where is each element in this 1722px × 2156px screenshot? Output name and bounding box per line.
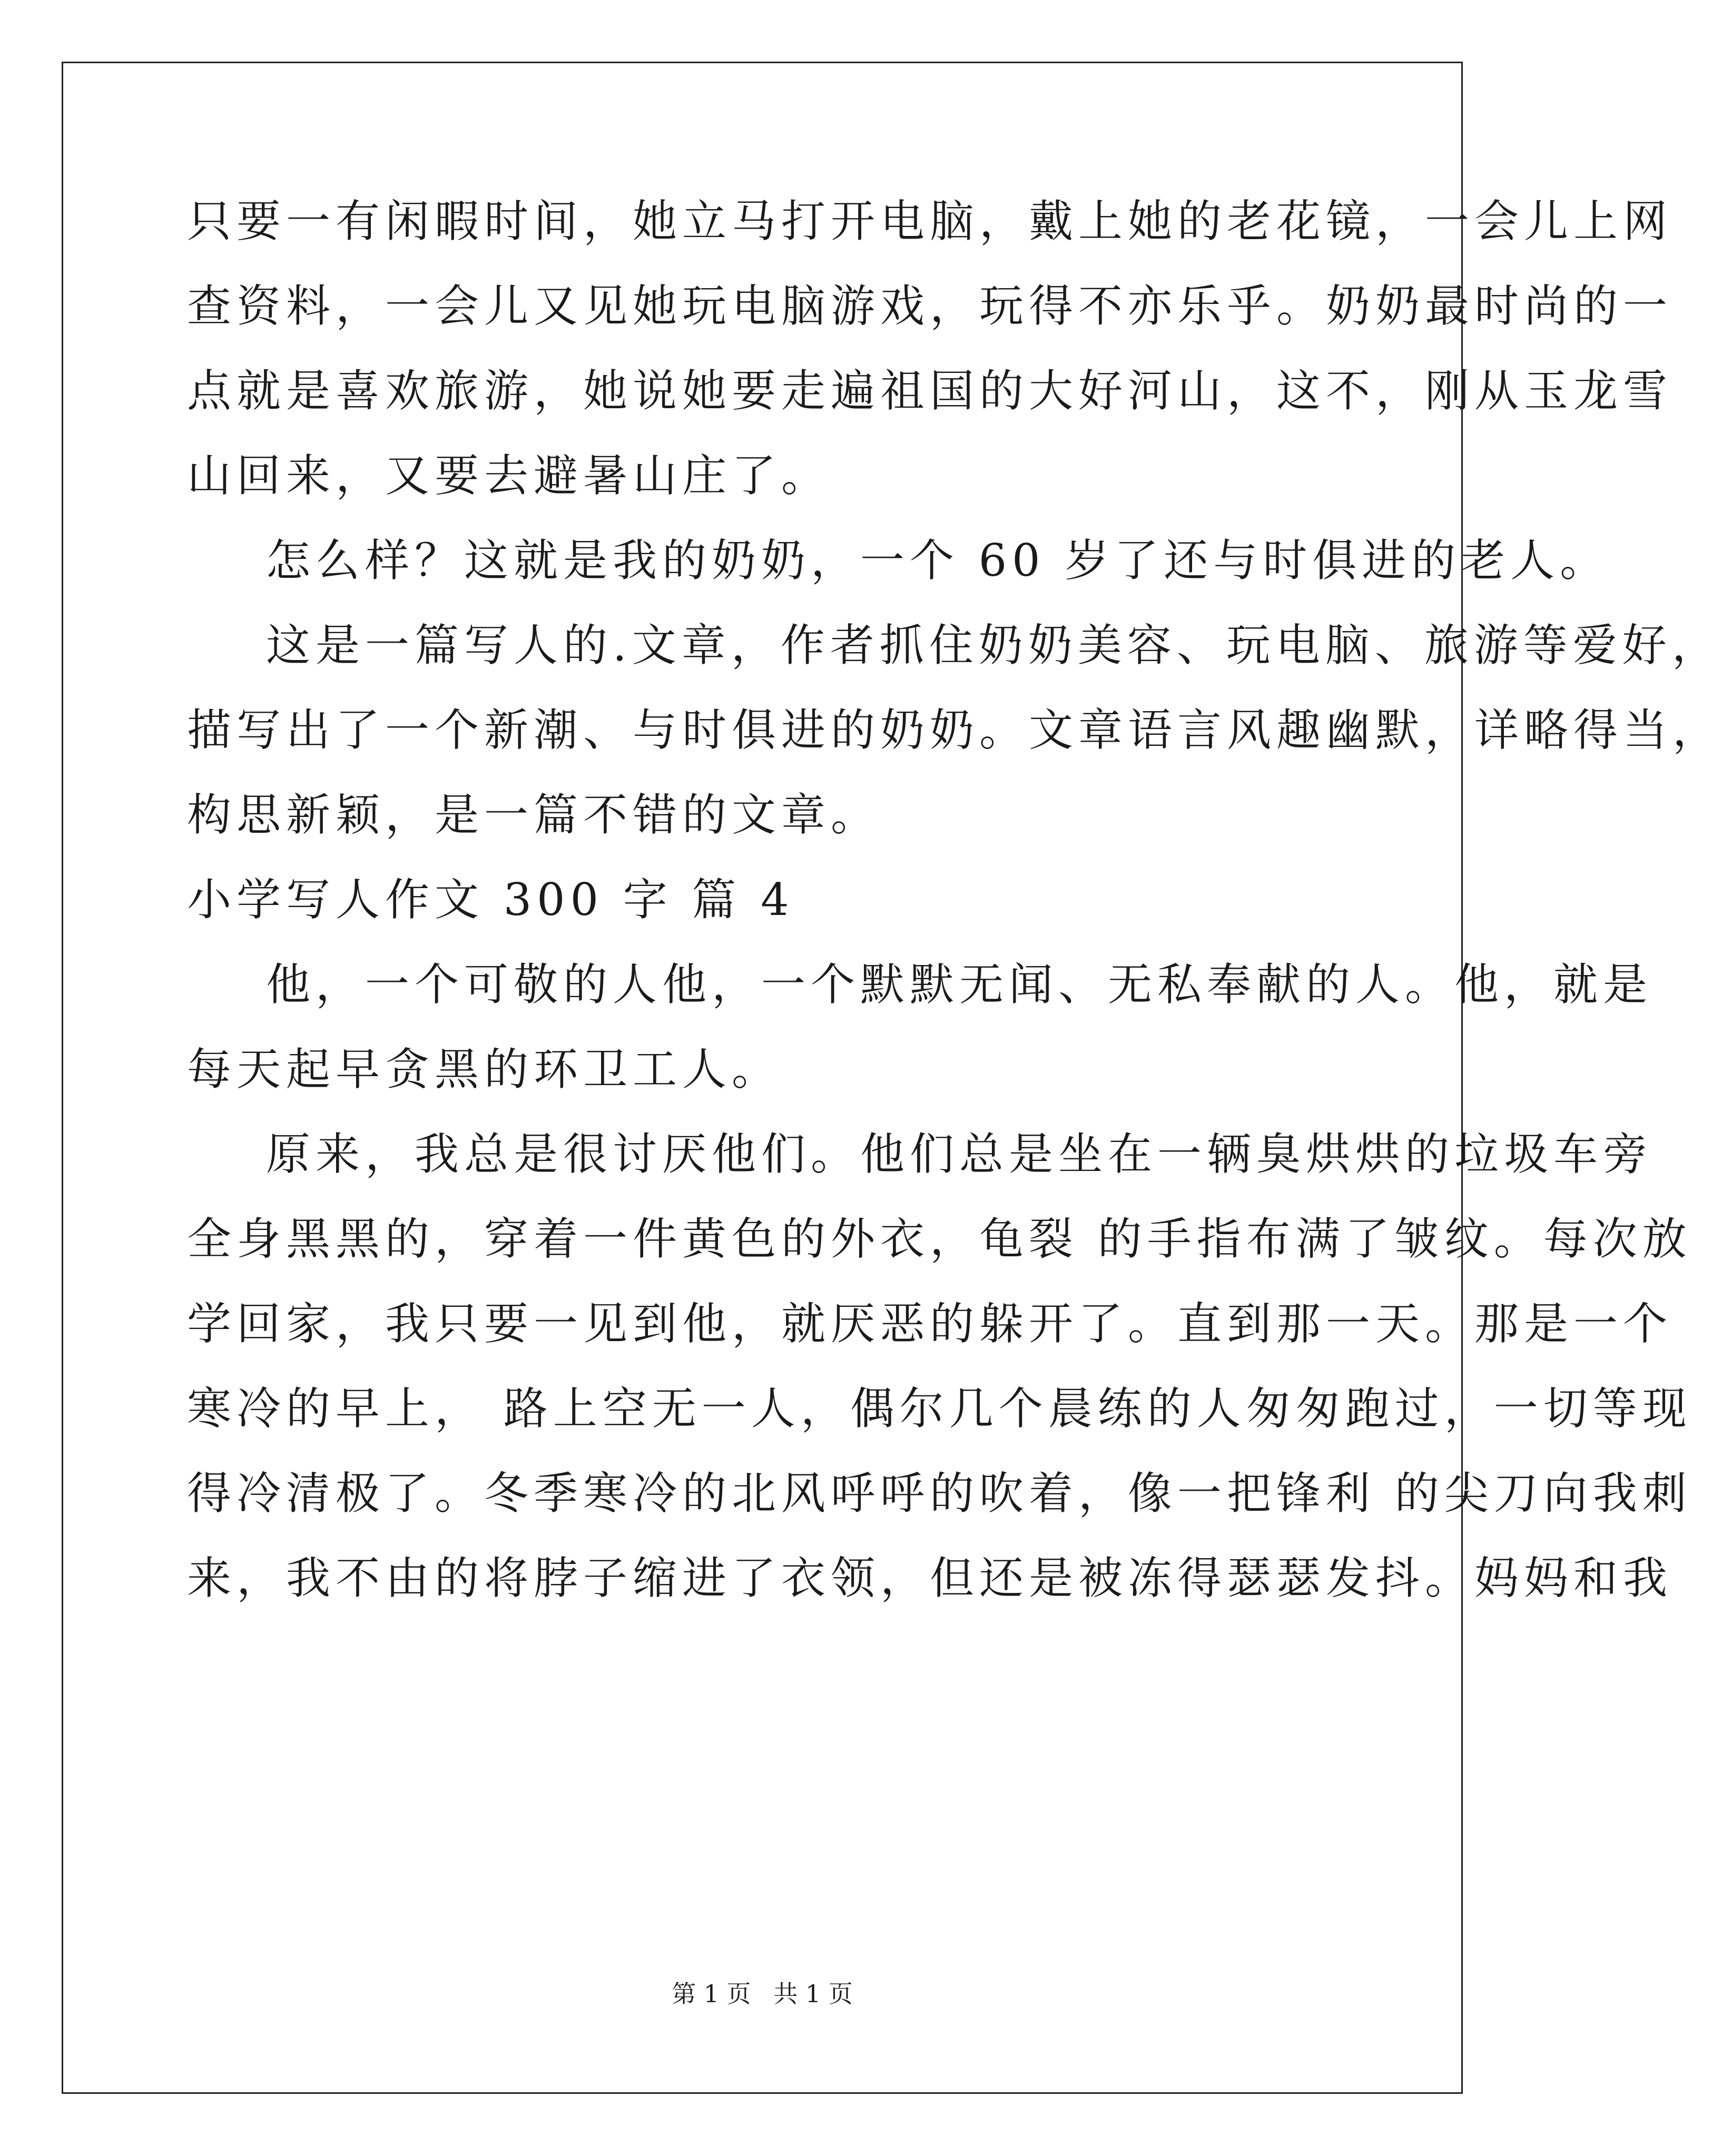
text-line: 构思新颖，是一篇不错的文章。 xyxy=(187,789,881,841)
text-line: 只要一有闲暇时间，她立马打开电脑，戴上她的老花镜，一会儿上网 xyxy=(187,195,1673,247)
text-line: 山回来，又要去避暑山庄了。 xyxy=(187,450,831,501)
text-line: 描写出了一个新潮、与时俱进的奶奶。文章语言风趣幽默，详略得当， xyxy=(187,704,1722,756)
text-line: 全身黑黑的，穿着一件黄色的外衣，龟裂 的手指布满了皱纹。每次放 xyxy=(187,1213,1692,1265)
text-line: 寒冷的早上， 路上空无一人，偶尔几个晨练的人匆匆跑过，一切等现 xyxy=(187,1383,1692,1434)
text-line: 点就是喜欢旅游，她说她要走遍祖国的大好河山，这不，刚从玉龙雪 xyxy=(187,365,1673,417)
text-line: 学回家，我只要一见到他，就厌恶的躲开了。直到那一天。那是一个 xyxy=(187,1298,1673,1350)
page-number-current: 第 1 页 xyxy=(672,1980,751,2008)
text-line: 这是一篇写人的.文章，作者抓住奶奶美容、玩电脑、旅游等爱好， xyxy=(266,619,1721,671)
text-line: 他，一个可敬的人他，一个默默无闻、无私奉献的人。他，就是 xyxy=(266,959,1653,1010)
text-line: 每天起早贪黑的环卫工人。 xyxy=(187,1043,782,1095)
document-body xyxy=(187,179,1722,1621)
section-heading: 小学写人作文 300 字 篇 4 xyxy=(187,874,794,926)
text-line: 得冷清极了。冬季寒冷的北风呼呼的吹着，像一把锋利 的尖刀向我刺 xyxy=(187,1468,1692,1519)
text-line: 原来，我总是很讨厌他们。他们总是坐在一辆臭烘烘的垃圾车旁 xyxy=(266,1128,1653,1180)
text-line: 怎么样？这就是我的奶奶，一个 60 岁了还与时俱进的老人。 xyxy=(266,535,1610,586)
page-number-total: 共 1 页 xyxy=(773,1980,853,2008)
page-footer xyxy=(0,1978,1524,2010)
text-line: 查资料，一会儿又见她玩电脑游戏，玩得不亦乐乎。奶奶最时尚的一 xyxy=(187,280,1673,332)
text-line: 来，我不由的将脖子缩进了衣领，但还是被冻得瑟瑟发抖。妈妈和我 xyxy=(187,1552,1673,1604)
